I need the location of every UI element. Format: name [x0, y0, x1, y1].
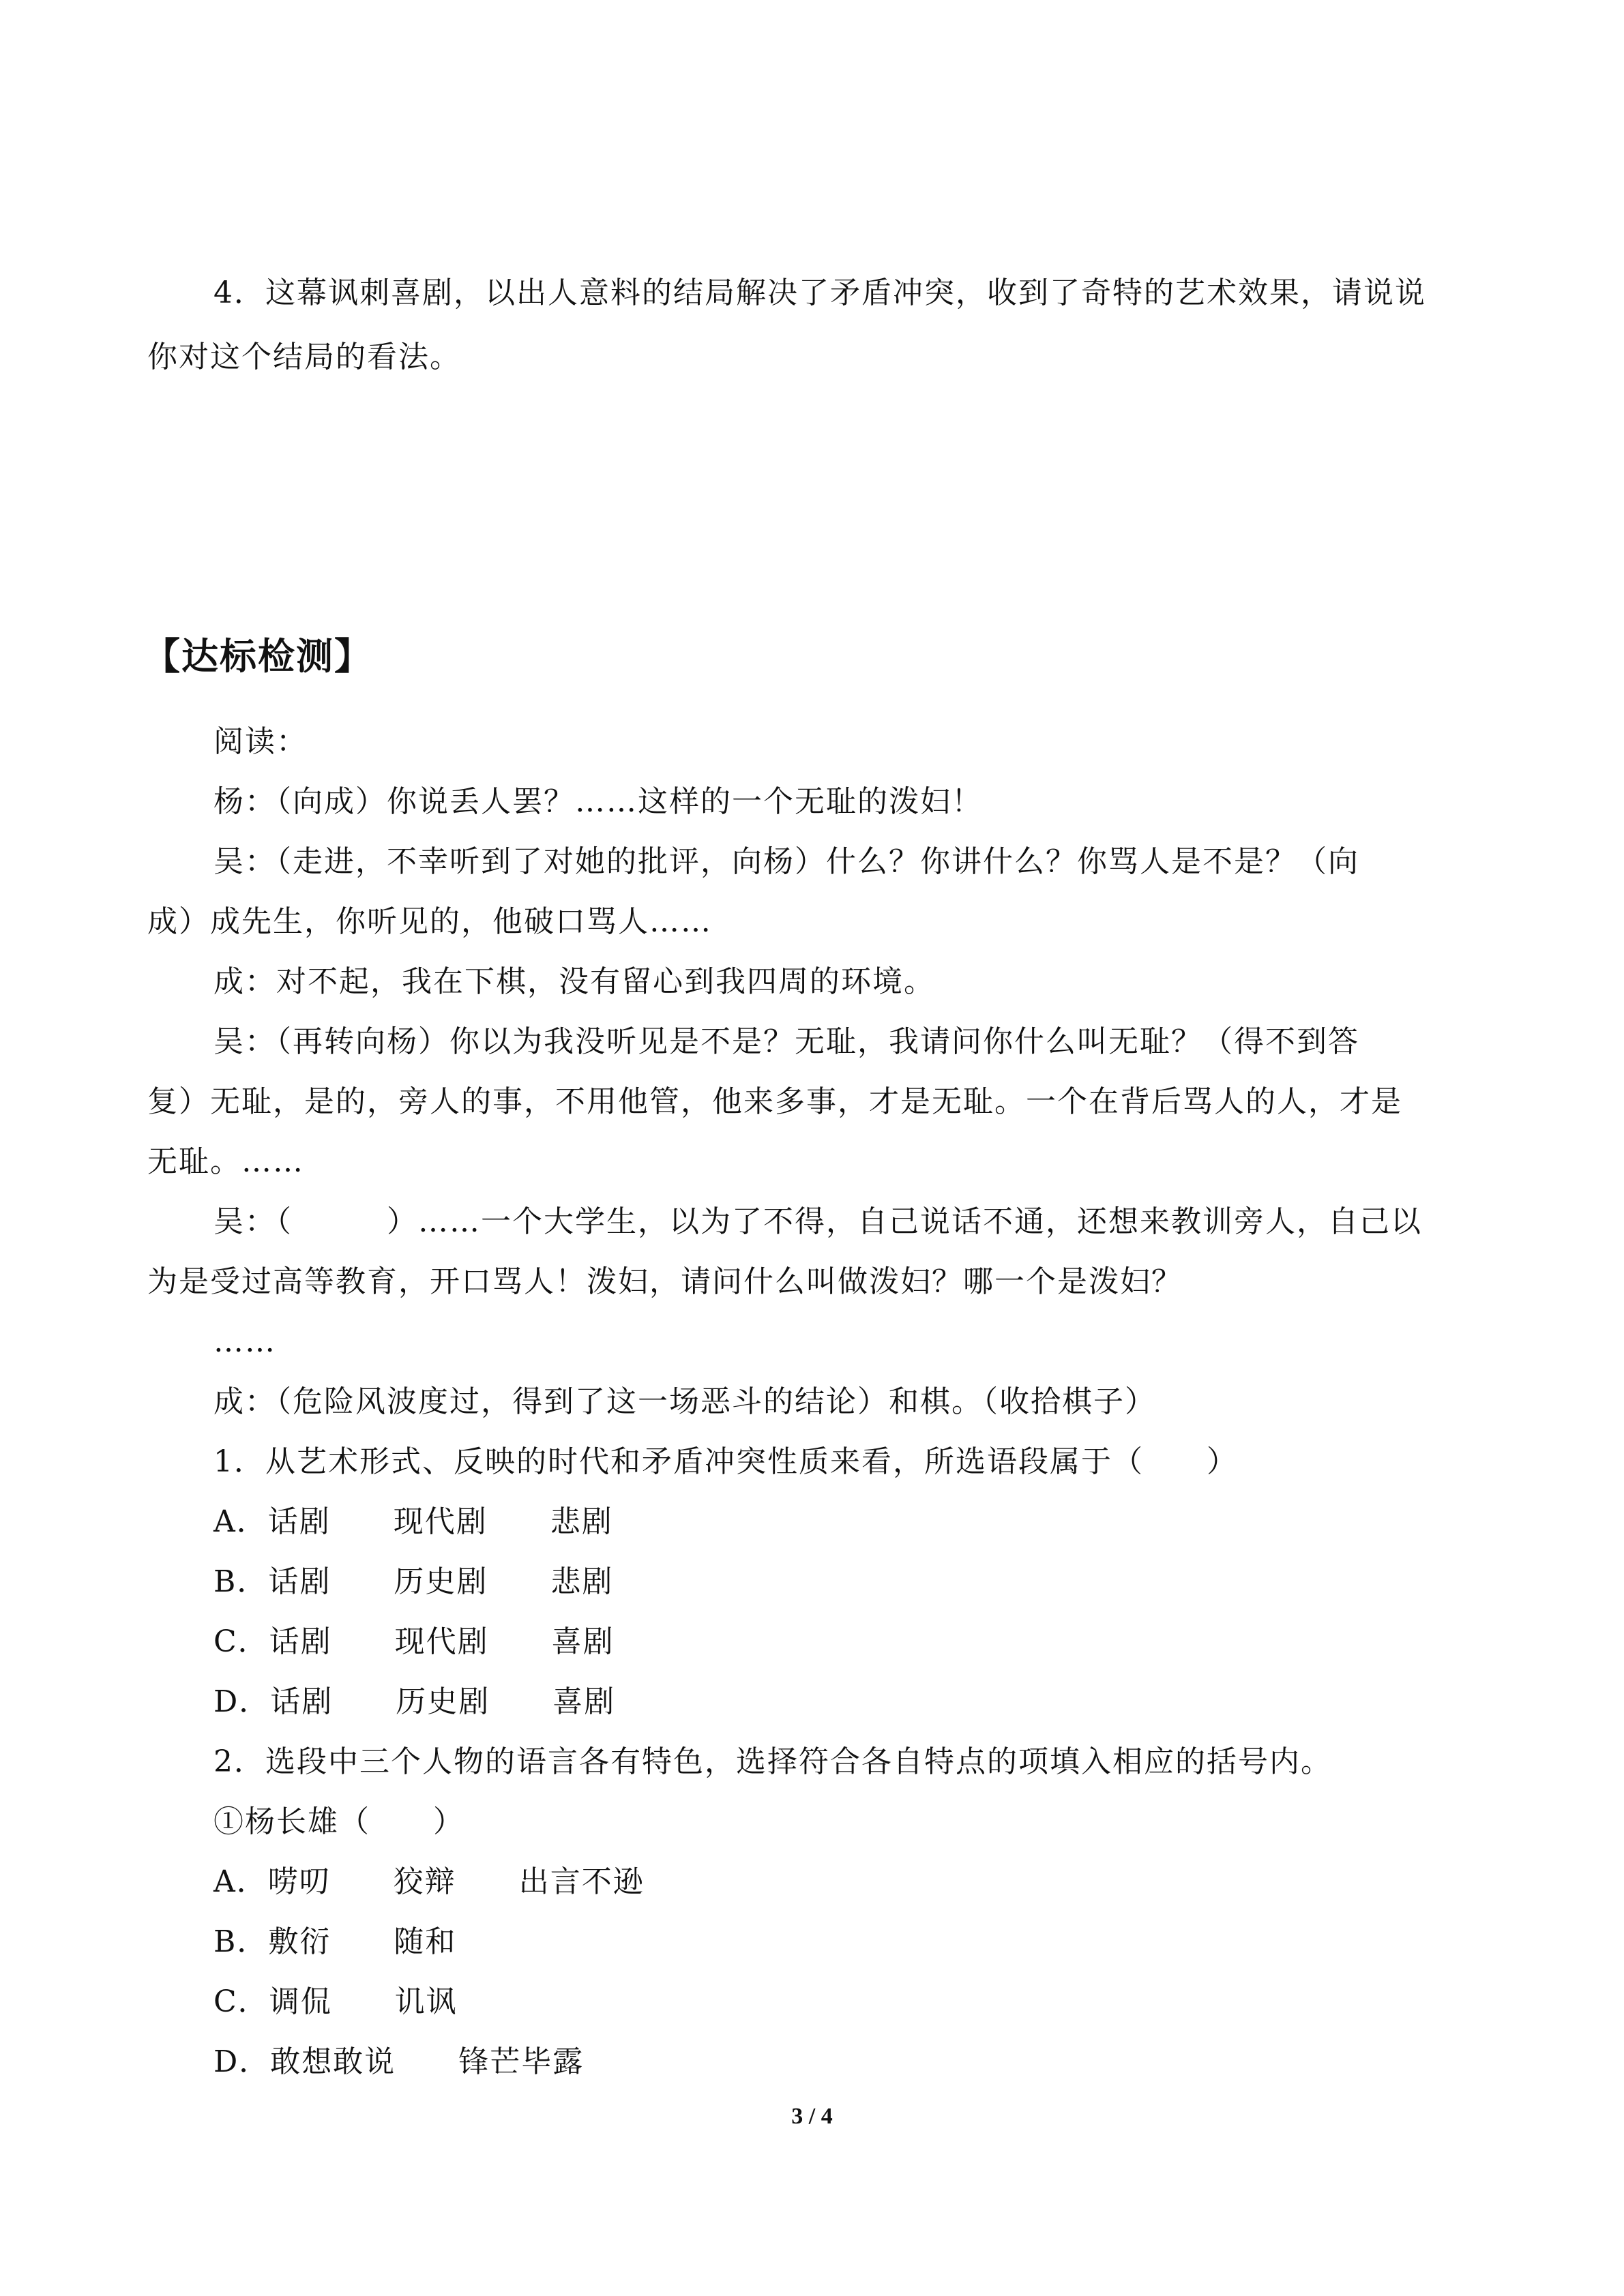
- question-1-option-c: C．话剧 现代剧 喜剧: [213, 1624, 615, 1659]
- section-title: 【达标检测】: [143, 635, 372, 678]
- question-2-sub-1: ①杨长雄（ ）: [213, 1804, 464, 1839]
- question-1-option-b: B．话剧 历史剧 悲剧: [213, 1564, 614, 1599]
- passage-line: 成：（危险风波度过，得到了这一场恶斗的结论）和棋。（收拾棋子）: [213, 1384, 1156, 1419]
- passage-line: 吴：（走进，不幸听到了对她的批评，向杨）什么？你讲什么？你骂人是不是？（向: [213, 844, 1359, 879]
- question-1-option-d: D．话剧 历史剧 喜剧: [213, 1684, 616, 1719]
- passage-line: 成：对不起，我在下棋，没有留心到我四周的环境。: [213, 964, 935, 999]
- passage-intro: 阅读：: [213, 724, 308, 759]
- passage-line: 杨：（向成）你说丢人罢？……这样的一个无耻的泼妇！: [213, 784, 983, 819]
- question-1-stem: 1．从艺术形式、反映的时代和矛盾冲突性质来看，所选语段属于（ ）: [213, 1444, 1238, 1479]
- question-4-line-2: 你对这个结局的看法。: [147, 340, 461, 374]
- passage-line: 成）成先生，你听见的，他破口骂人……: [147, 904, 712, 939]
- question-4-line-1: 4．这幕讽刺喜剧，以出人意料的结局解决了矛盾冲突，收到了奇特的艺术效果，请说说: [213, 275, 1426, 310]
- passage-line: 为是受过高等教育，开口骂人！泼妇，请问什么叫做泼妇？哪一个是泼妇？: [147, 1264, 1183, 1299]
- passage-line: 吴：（ ）……一个大学生，以为了不得，自己说话不通，还想来教训旁人，自己以: [213, 1204, 1422, 1239]
- passage-line: 吴：（再转向杨）你以为我没听见是不是？无耻，我请问你什么叫无耻？（得不到答: [213, 1024, 1359, 1059]
- passage-line: 无耻。……: [147, 1144, 304, 1179]
- question-2-option-d: D．敢想敢说 锋芒毕露: [213, 2044, 585, 2079]
- question-2-option-a: A．唠叨 狡辩 出言不逊: [213, 1864, 645, 1899]
- question-1-option-a: A．话剧 现代剧 悲剧: [213, 1504, 613, 1539]
- question-2-stem: 2．选段中三个人物的语言各有特色，选择符合各自特点的项填入相应的括号内。: [213, 1744, 1332, 1779]
- question-2-option-c: C．调侃 讥讽: [213, 1984, 458, 2019]
- page-number: 3 / 4: [791, 2104, 833, 2129]
- question-2-option-b: B．敷衍 随和: [213, 1924, 457, 1959]
- passage-ellipsis: ……: [213, 1324, 276, 1359]
- passage-line: 复）无耻，是的，旁人的事，不用他管，他来多事，才是无耻。一个在背后骂人的人，才是: [147, 1084, 1402, 1119]
